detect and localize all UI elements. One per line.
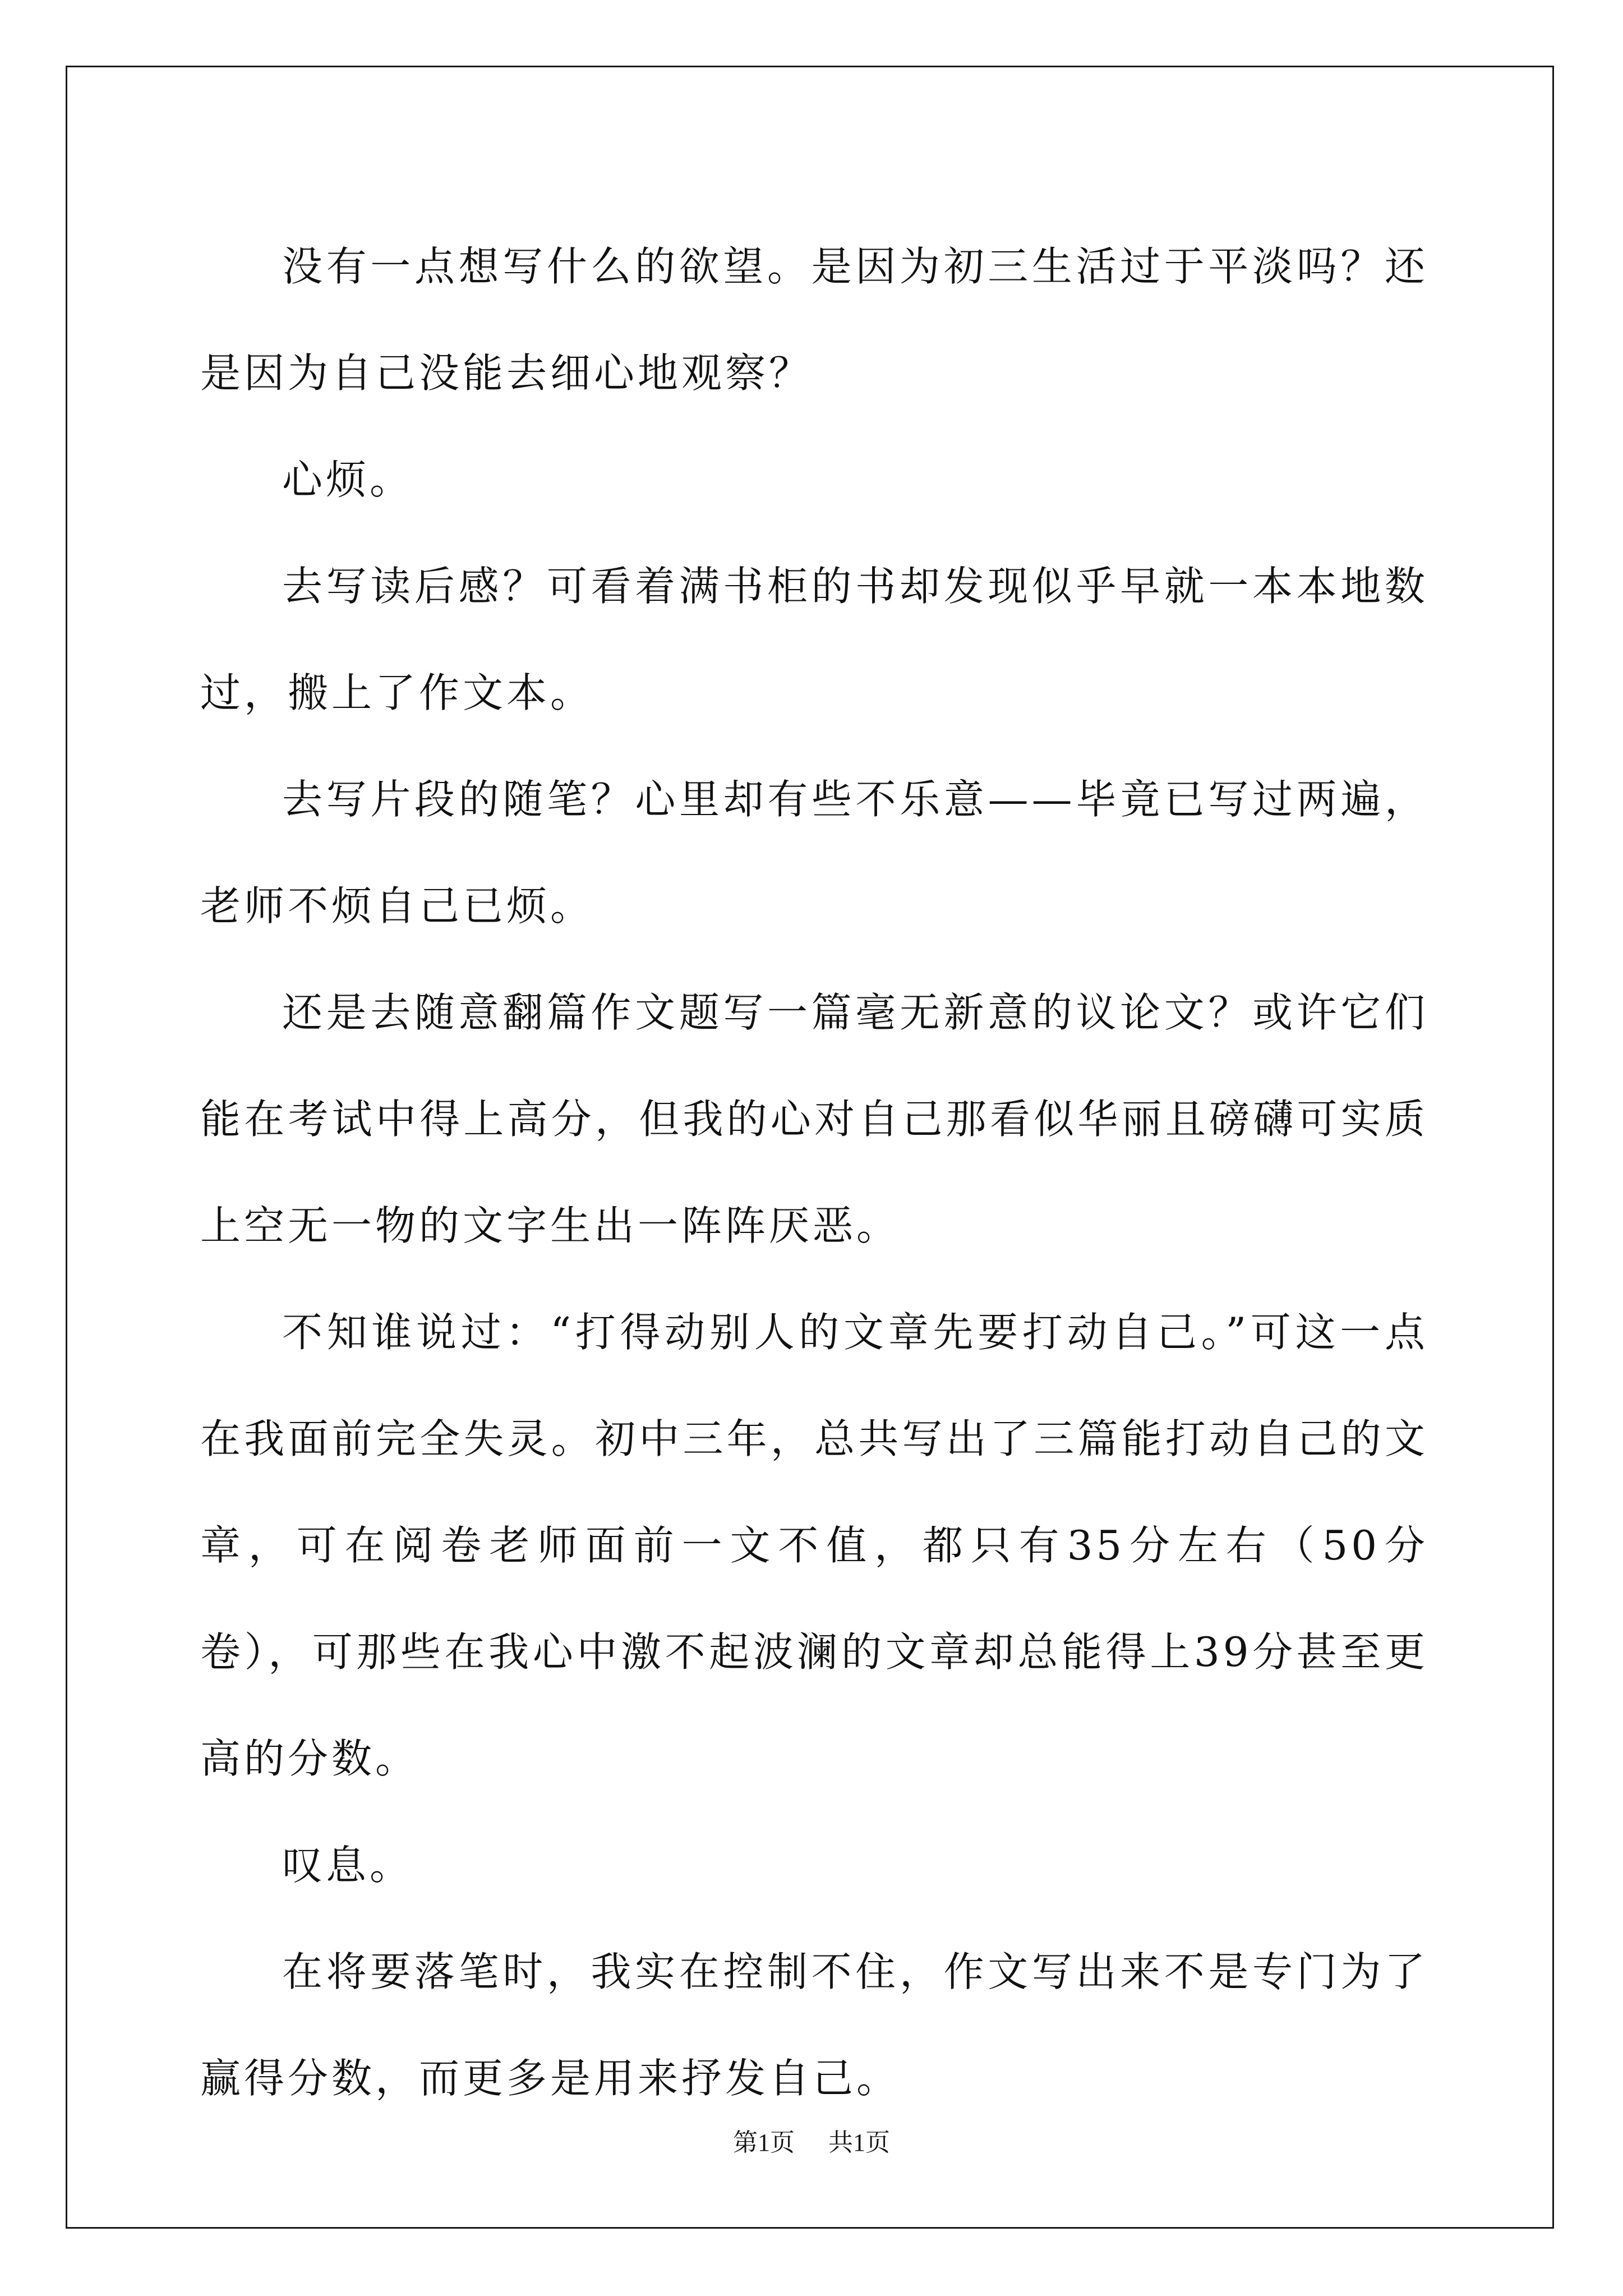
page-number: 第1页 <box>733 2129 795 2156</box>
paragraph: 去写读后感？可看着满书柜的书却发现似乎早就一本本地数过，搬上了作文本。 <box>200 563 1428 716</box>
document-body <box>200 213 1428 2132</box>
page-footer <box>0 2126 1623 2160</box>
paragraph: 叹息。 <box>282 1842 414 1889</box>
paragraph: 去写片段的随笔？心里却有些不乐意——毕竟已写过两遍，老师不烦自己已烦。 <box>200 776 1428 930</box>
paragraph: 没有一点想写什么的欲望。是因为初三生活过于平淡吗？还是因为自己没能去细心地观察？ <box>200 243 1428 397</box>
paragraph: 在将要落笔时，我实在控制不住，作文写出来不是专门为了赢得分数，而更多是用来抒发自己。 <box>200 1948 1428 2102</box>
page-total: 共1页 <box>828 2129 890 2156</box>
paragraph: 不知谁说过：“打得动别人的文章先要打动自己。”可这一点在我面前完全失灵。初中三年，总共写出了三篇能打动自己的文章，可在阅卷老师面前一文不值，都只有35分左右（50分卷），可那些在我心中激不起波澜的文章却总能得上39分甚至更高的分数。 <box>200 1309 1428 1782</box>
paragraph: 还是去随意翻篇作文题写一篇毫无新意的议论文？或许它们能在考试中得上高分，但我的心对自己那看似华丽且磅礴可实质上空无一物的文字生出一阵阵厌恶。 <box>200 989 1428 1249</box>
paragraph: 心烦。 <box>282 456 414 503</box>
